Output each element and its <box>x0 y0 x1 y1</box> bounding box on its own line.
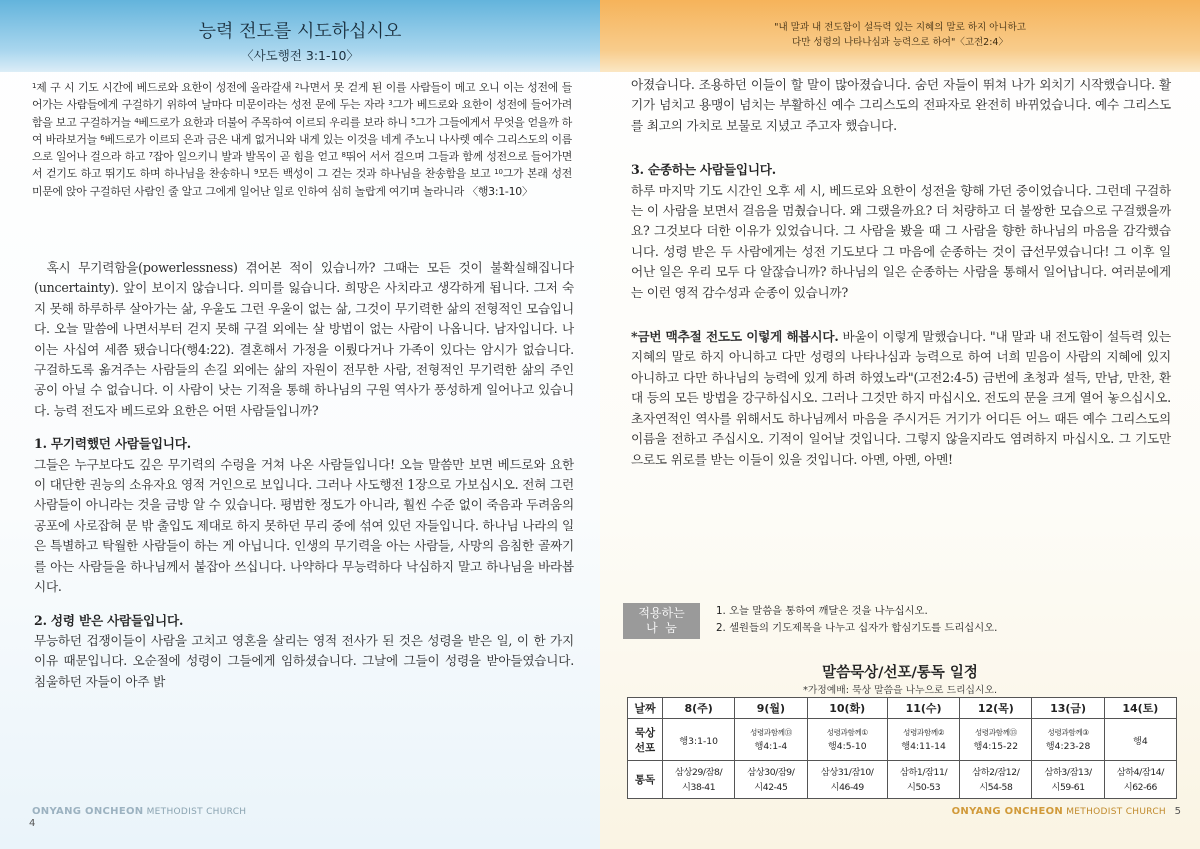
reading-line: 시62-66 <box>1123 781 1157 793</box>
meditation-cell <box>887 719 959 761</box>
schedule-day: 10(화) <box>807 698 887 719</box>
meditation-passage: 행4:11-14 <box>901 741 946 752</box>
reading-line: 삼상29/잠8/ <box>675 766 723 778</box>
meditation-label: 묵상 <box>634 726 656 739</box>
sermon-title: 능력 전도를 시도하십시오 <box>198 21 402 42</box>
meditation-passage: 행4:15-22 <box>973 741 1019 752</box>
section-1-body: 그들은 누구보다도 깊은 무기력의 수렁을 거쳐 나온 사람들입니다! 오늘 말씀만 보면 베드로와 요한이 대단한 권능의 소유자요 영적 거인으로 보입니다. 그러나 사도행전 1장으로 가보십시오. 전혀 그런 사람들이 아니라는 것을 금방 알 수 있습니다. 평범한 정도가 아니라, 훨씬 수준 없이 죽음과 두려움의 공포에 사로잡혀 문 밖 출입도 제대로 하지 못하던 무리 중에 섞여 있던 자들입니다. 하나님 나라의 일은 특별하고 탁월한 사람들이 하는 게 아닙니다. 인생의 무기력을 아는 사람들, 사망의 음침한 골짜기를 아는 사람들을 하나님께서 붙잡아 쓰십니다. 나약하다 무능력하다 낙심하지 말고 하나님을 바라봅시다. <box>34 456 574 595</box>
schedule-header-row <box>628 698 1177 719</box>
schedule-title: 말씀묵상/선포/통독 일정 <box>822 665 978 681</box>
schedule-day: 13(금) <box>1032 698 1104 719</box>
meditation-note: 성령과함께② <box>903 728 945 737</box>
section-1-heading: 1. 무기력했던 사람들입니다. <box>34 436 191 452</box>
schedule-table <box>627 697 1177 799</box>
section-3-heading: 3. 순종하는 사람들입니다. <box>631 162 776 178</box>
meditation-note: 성령과함께⑬ <box>749 728 792 737</box>
schedule-header-label: 날짜 <box>628 698 663 719</box>
verse-text: 그가 베드로와 요한이 성전에 들어가려 함을 보고 구걸하거늘 <box>32 98 572 129</box>
footer-brand-name: ONYANG ONCHEON <box>951 806 1064 817</box>
footer-brand-sub: METHODIST CHURCH <box>1066 807 1166 817</box>
schedule-meditation-row <box>628 719 1177 761</box>
reading-line: 삼하2/잠12/ <box>972 766 1020 778</box>
meditation-cell <box>807 719 887 761</box>
verse-text: 그가 그들에게서 무엇을 얻을까 하여 바라보거늘 <box>32 115 572 146</box>
schedule-day: 9(월) <box>735 698 807 719</box>
meditation-passage: 행4:23-28 <box>1045 741 1091 752</box>
reading-line: 시38-41 <box>682 781 716 793</box>
schedule-day: 12(목) <box>960 698 1032 719</box>
sermon-reference: 〈사도행전 3:1-10〉 <box>241 48 359 63</box>
schedule-day: 14(토) <box>1104 698 1176 719</box>
verse-text: 잡아 일으키니 발과 발목이 곧 힘을 얻고 <box>152 150 342 164</box>
reading-line: 시54-58 <box>979 781 1013 793</box>
application-label-line-2: 나 눔 <box>646 621 677 635</box>
schedule-day: 11(수) <box>887 698 959 719</box>
verse-text: 뛰어 서서 걸으며 그들과 함께 성전으로 들어가면서 걷기도 하고 뛰기도 하며 하나님을 찬송하니 <box>32 150 573 181</box>
section-2-body: 무능하던 겁쟁이들이 사람을 고치고 영혼을 살리는 영적 전사가 된 것은 성령을 받은 일, 이 한 가지 이유 때문입니다. 오순절에 성령이 그들에게 임하셨습니다. 그날에 그들이 성령을 받아들였습니다. 침울하던 자들이 아주 밝 <box>34 632 574 689</box>
meditation-passage: 행4:5-10 <box>827 741 867 752</box>
meditation-cell <box>735 719 807 761</box>
application-label <box>623 603 700 639</box>
header-quote <box>600 0 1200 50</box>
reading-cell <box>663 761 735 799</box>
meditation-row-label <box>628 719 663 761</box>
reading-cell <box>960 761 1032 799</box>
section-4-body: 바울이 이렇게 말했습니다. "내 말과 내 전도함이 설득력 있는 지혜의 말로 하지 아니하고 다만 성령의 나타나심과 능력으로 하여 너희 믿음이 사람의 지혜에 있지 아니하고 다만 하나님의 능력에 있게 하려 하였노라"(고전2:4-5) 금번에 초청과 설득, 만남, 만찬, 환대 등의 모든 방법을 강구하십시오. 그러나 그것만 하지 마십시오. 전도의 문을 크게 열어 놓으십시오. 초자연적인 역사를 위해서도 하나님께서 마음을 주시거든 거기가 어디든 어느 때든 예수 그리스도의 이름을 전하고 주십시오. 기적이 일어날 것입니다. 그렇지 않을지라도 염려하지 마십시오. 그 기도만으로도 위로를 받는 이들이 있을 것입니다. 아멘, 아멘, 아멘! <box>631 329 1171 467</box>
verse-text: 제 구 시 기도 시간에 베드로와 요한이 성전에 올라갈새 <box>36 81 296 94</box>
reading-line: 삼하1/잠11/ <box>899 766 948 778</box>
reading-line: 삼상30/잠9/ <box>747 766 795 778</box>
schedule-day: 8(주) <box>663 698 735 719</box>
schedule-reading-row <box>628 761 1177 799</box>
continued-paragraph: 아졌습니다. 조용하던 이들이 할 말이 많아졌습니다. 숨던 자들이 뛰쳐 나가 외치기 시작했습니다. 활기가 넘치고 용맹이 넘치는 부활하신 예수 그리스도의 전파자로 완전히 바뀌었습니다. 예수 그리스도를 최고의 가치로 보물로 지녔고 주고자 했습니다. <box>631 77 1171 133</box>
application-item: 2. 셀원들의 기도제목을 나누고 십자가 합심기도를 드리십시오. <box>716 622 998 634</box>
left-footer-brand <box>32 806 246 817</box>
meditation-passage: 행4:1-4 <box>754 741 788 752</box>
right-body <box>631 75 1171 483</box>
verse-number: 9 <box>253 168 259 177</box>
section-2-heading: 2. 성령 받은 사람들입니다. <box>34 612 184 628</box>
verse-number: 5 <box>410 116 416 125</box>
verse-number: 2 <box>295 82 300 90</box>
verse-text: 베드로가 요한과 더불어 주목하여 이르되 우리를 보라 하니 <box>138 115 411 129</box>
reading-row-label: 통독 <box>628 761 663 799</box>
schedule-subtitle: *가정예배: 묵상 말씀을 나누으로 드리십시오. <box>802 685 998 696</box>
reading-cell <box>807 761 887 799</box>
footer-brand-sub: METHODIST CHURCH <box>146 807 247 817</box>
header-quote-line-2: 다만 성령의 나타나심과 능력으로 하여"〈고전2:4〉 <box>792 37 1008 48</box>
meditation-note: 성령과함께① <box>826 728 868 737</box>
verse-text: 나면서 못 걷게 된 이를 사람들이 메고 오니 이는 성전에 들어가는 사람들에게 구걸하기 위하여 날마다 미문이라는 성전 문에 두는 자라 <box>32 81 573 112</box>
application-box <box>623 603 1178 639</box>
verse-text: 그가 본래 성전 미문에 앉아 구걸하던 사람인 줄 알고 그에게 일어난 일로 인하여 심히 놀랍게 여기며 놀라니라 〈행3:1-10〉 <box>32 167 573 198</box>
page-number-right: 5 <box>1174 806 1181 817</box>
verse-number: 7 <box>148 151 153 160</box>
reading-line: 시46-49 <box>830 781 864 793</box>
reading-cell <box>1104 761 1176 799</box>
meditation-cell <box>960 719 1032 761</box>
meditation-note: 성령과함께③ <box>1047 728 1089 737</box>
meditation-passage: 행3:1-10 <box>679 735 718 747</box>
application-label-line-1: 적용하는 <box>638 606 685 620</box>
reading-line: 삼하4/잠14/ <box>1116 766 1164 778</box>
section-3-body: 하루 마지막 기도 시간인 오후 세 시, 베드로와 요한이 성전을 향해 가던 중이었습니다. 그런데 구걸하는 이 사람을 보면서 걸음을 멈췄습니다. 왜 그랬을까요? 더 처량하고 더 불쌍한 모습으로 구걸했을까요? 그것보다 더한 이유가 있었습니다. 그 사람을 봤을 때 그 사람을 향한 하나님의 마음을 감각했습니다. 성령 받은 두 사람에게는 성전 기도보다 그 마음에 순종하는 것이 급선무였습니다! 그 이후 일어난 일은 우리 모두 다 알잖습니까? 하나님의 일은 순종하는 사람을 통해서 일어납니다. 여러분에게는 이런 영적 감수성과 순종이 있습니까? <box>631 182 1171 300</box>
right-footer-brand <box>952 806 1166 817</box>
footer-brand-name: ONYANG ONCHEON <box>32 806 144 817</box>
left-body <box>34 258 574 705</box>
verse-text: 모든 백성이 그 걷는 것과 하나님을 찬송함을 보고 <box>258 167 495 181</box>
application-item: 1. 오늘 말씀을 통하여 깨달은 것을 나누십시오. <box>716 605 928 617</box>
page-number-left: 4 <box>29 818 36 829</box>
reading-cell <box>1032 761 1104 799</box>
left-header-band <box>0 0 600 72</box>
verse-number: 8 <box>341 151 346 160</box>
proclamation-label: 선포 <box>634 741 656 754</box>
reading-cell <box>735 761 807 799</box>
application-list <box>716 603 997 637</box>
reading-line: 시50-53 <box>906 781 941 793</box>
reading-line: 삼하3/잠13/ <box>1044 766 1092 778</box>
reading-cell <box>887 761 959 799</box>
verse-text: 베드로가 이르되 은과 금은 내게 없거니와 내게 있는 이것을 네게 주노니 나사렛 예수 그리스도의 이름으로 일어나 걸으라 하고 <box>32 132 573 164</box>
verse-number: 10 <box>494 168 503 177</box>
intro-paragraph: 혹시 무기력함을(powerlessness) 겪어본 적이 있습니까? 그때는 모든 것이 불확실해집니다(uncertainty). 앞이 보이지 않습니다. 의미를 잃습니다. 희망은 사치라고 생각하게 됩니다. 그저 숙지 못해 하루하루 살아가는 삶, 우울도 그런 우울이 없는 삶, 그것이 무기력한 삶의 전형적인 모습입니다. 오늘 말씀에 나면서부터 걷지 못해 구걸 외에는 살 방법이 없는 사람이 나옵니다. 남자입니다. 나이는 사십여 세쯤 됐습니다(행4:22). 결혼해서 가정을 이뤘다거나 가족이 있다는 암시가 없습니다. 구걸하도록 옮겨주는 사람들의 손길 외에는 삶의 자원이 전무한 사람, 전형적인 무기력한 삶의 주인공이 아닐 수 없습니다. 이 사람이 낫는 기적을 통해 하나님의 구원 역사가 풍성하게 일어나고 있습니다. 능력 전도자 베드로와 요한은 어떤 사람들입니까? <box>34 260 574 418</box>
right-header-band <box>600 0 1200 72</box>
section-4-paragraph <box>631 327 1171 470</box>
scripture-passage <box>32 79 572 200</box>
meditation-cell <box>1032 719 1104 761</box>
header-quote-line-1: "내 말과 내 전도함이 설득력 있는 지혜의 말로 하지 아니하고 <box>774 22 1026 33</box>
section-4-heading: *금번 맥추절 전도도 이렇게 해봅시다. <box>631 329 839 345</box>
reading-line: 시59-61 <box>1051 781 1085 793</box>
meditation-passage: 행4 <box>1132 735 1148 747</box>
reading-line: 삼상31/잠10/ <box>820 766 874 778</box>
verse-number: 6 <box>100 133 105 142</box>
meditation-cell <box>663 719 735 761</box>
meditation-note: 성령과함께⑬ <box>974 728 1017 737</box>
verse-number: 4 <box>134 116 139 125</box>
meditation-cell <box>1104 719 1176 761</box>
verse-number: 1 <box>32 82 37 90</box>
reading-line: 시42-45 <box>754 781 788 793</box>
verse-number: 3 <box>388 99 393 108</box>
right-page <box>600 0 1200 849</box>
